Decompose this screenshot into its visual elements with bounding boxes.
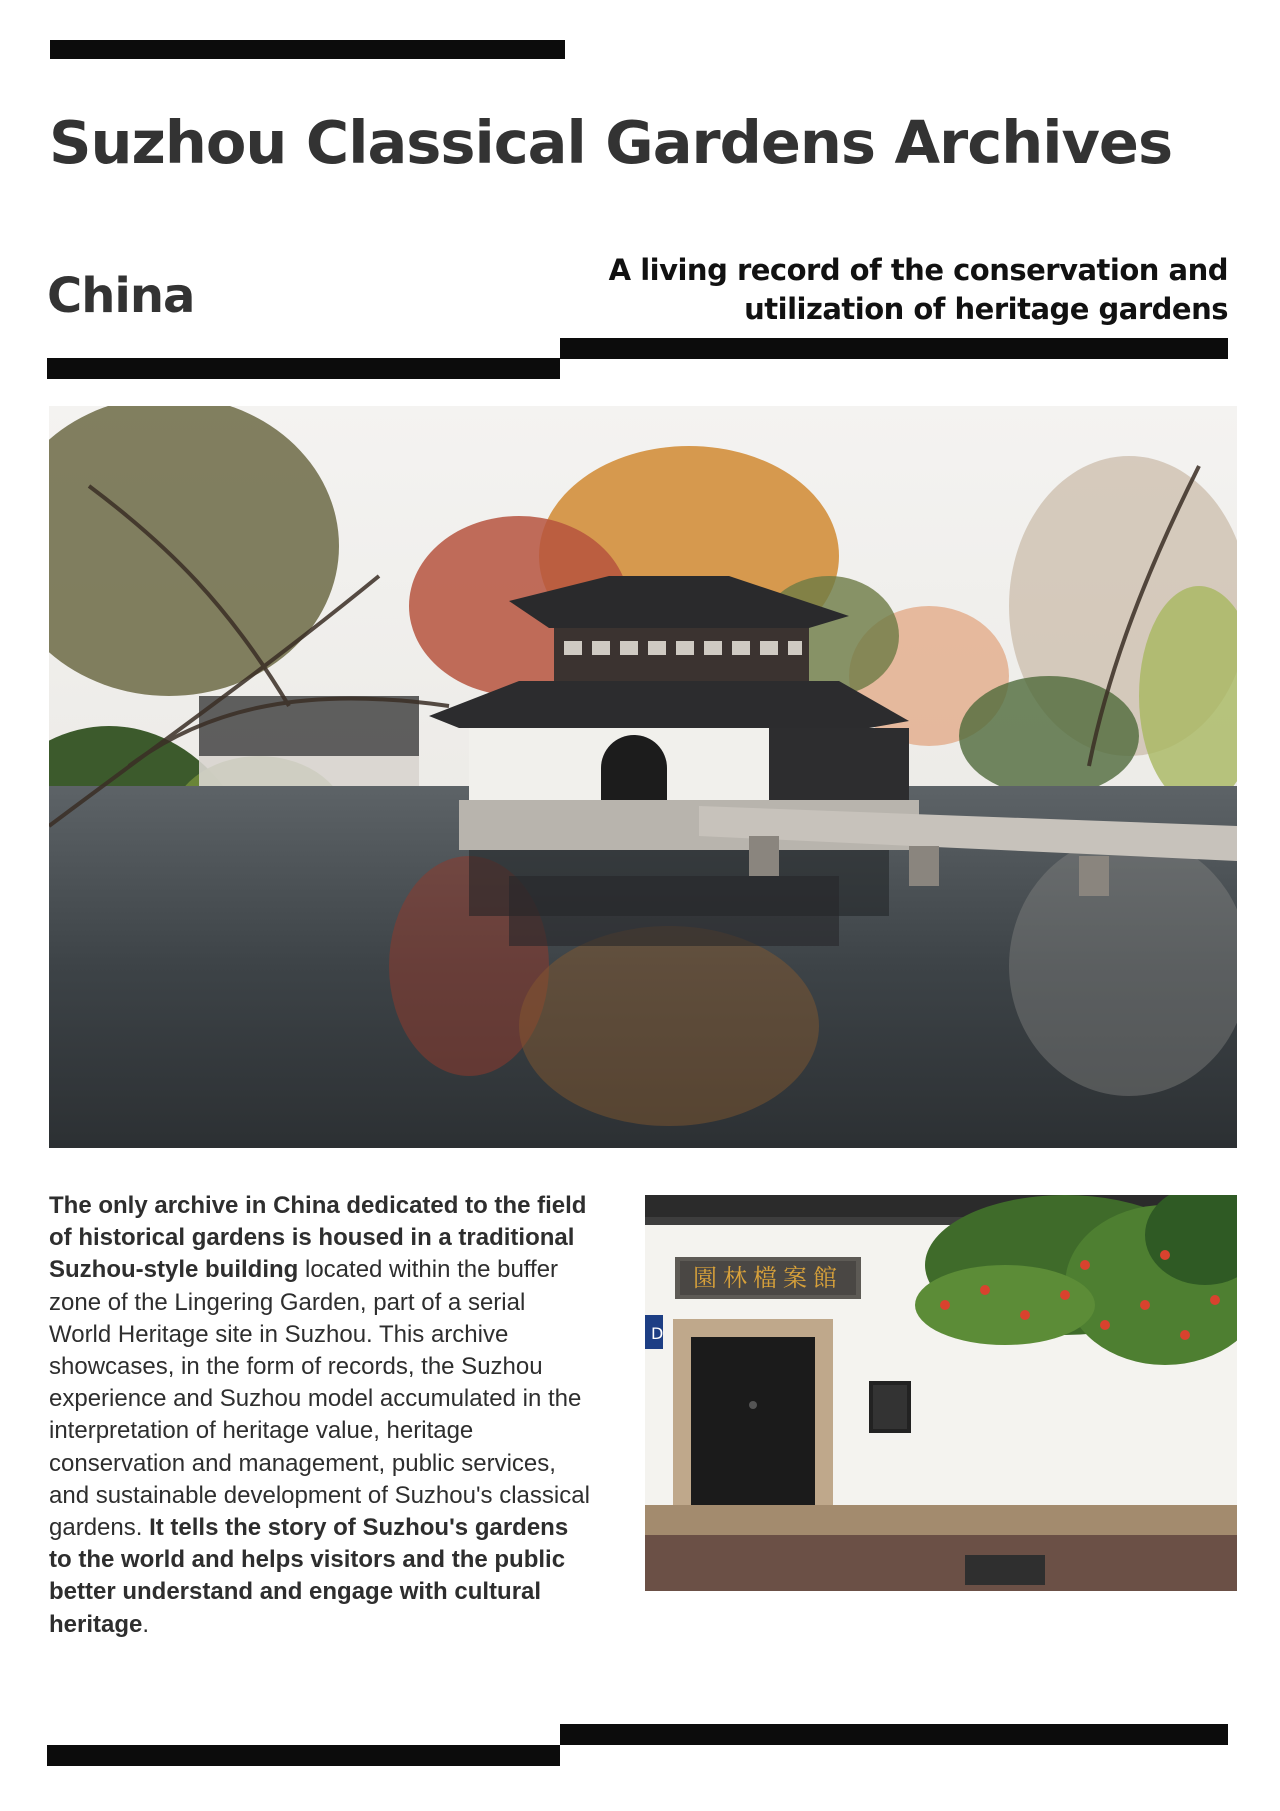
- hero-garden-pavilion-photo: [49, 406, 1237, 1148]
- description-final-period: .: [142, 1610, 150, 1638]
- tagline-line-1: A living record of the conservation and: [608, 253, 1228, 287]
- header-divider-left: [47, 358, 560, 379]
- description-bold-intro: The only archive in China dedicated to the field of historical gardens is housed in a traditional Suzhou-style building: [49, 1192, 587, 1284]
- description-paragraph: [49, 1190, 594, 1641]
- tagline: [588, 251, 1228, 329]
- garden-pavilion-illustration: [49, 406, 1237, 1148]
- top-divider-bar: [50, 40, 565, 59]
- header-divider-right: [560, 338, 1228, 359]
- description-regular: located within the buffer zone of the Lingering Garden, part of a serial World Heritage site in Suzhou. This archive showcases, in the form of records, the Suzhou experience and Suzhou model accumulated in the interpretation of heritage value, heritage conservation and management, public services, and sustainable development of Suzhou's classical gardens.: [49, 1256, 590, 1542]
- page-title: Suzhou Classical Gardens Archives: [49, 108, 1173, 177]
- address-sign-text: D: [651, 1324, 664, 1343]
- archive-entrance-illustration: [645, 1195, 1237, 1591]
- footer-divider-left: [47, 1745, 560, 1766]
- country-label: China: [47, 268, 195, 324]
- tagline-line-2: utilization of heritage gardens: [744, 292, 1228, 326]
- plaque-text: 園林檔案館: [693, 1264, 843, 1292]
- archive-entrance-photo: [645, 1195, 1237, 1591]
- footer-divider-right: [560, 1724, 1228, 1745]
- description-bold-outro: It tells the story of Suzhou's gardens to the world and helps visitors and the public better understand and engage with cultural heritage: [49, 1514, 569, 1638]
